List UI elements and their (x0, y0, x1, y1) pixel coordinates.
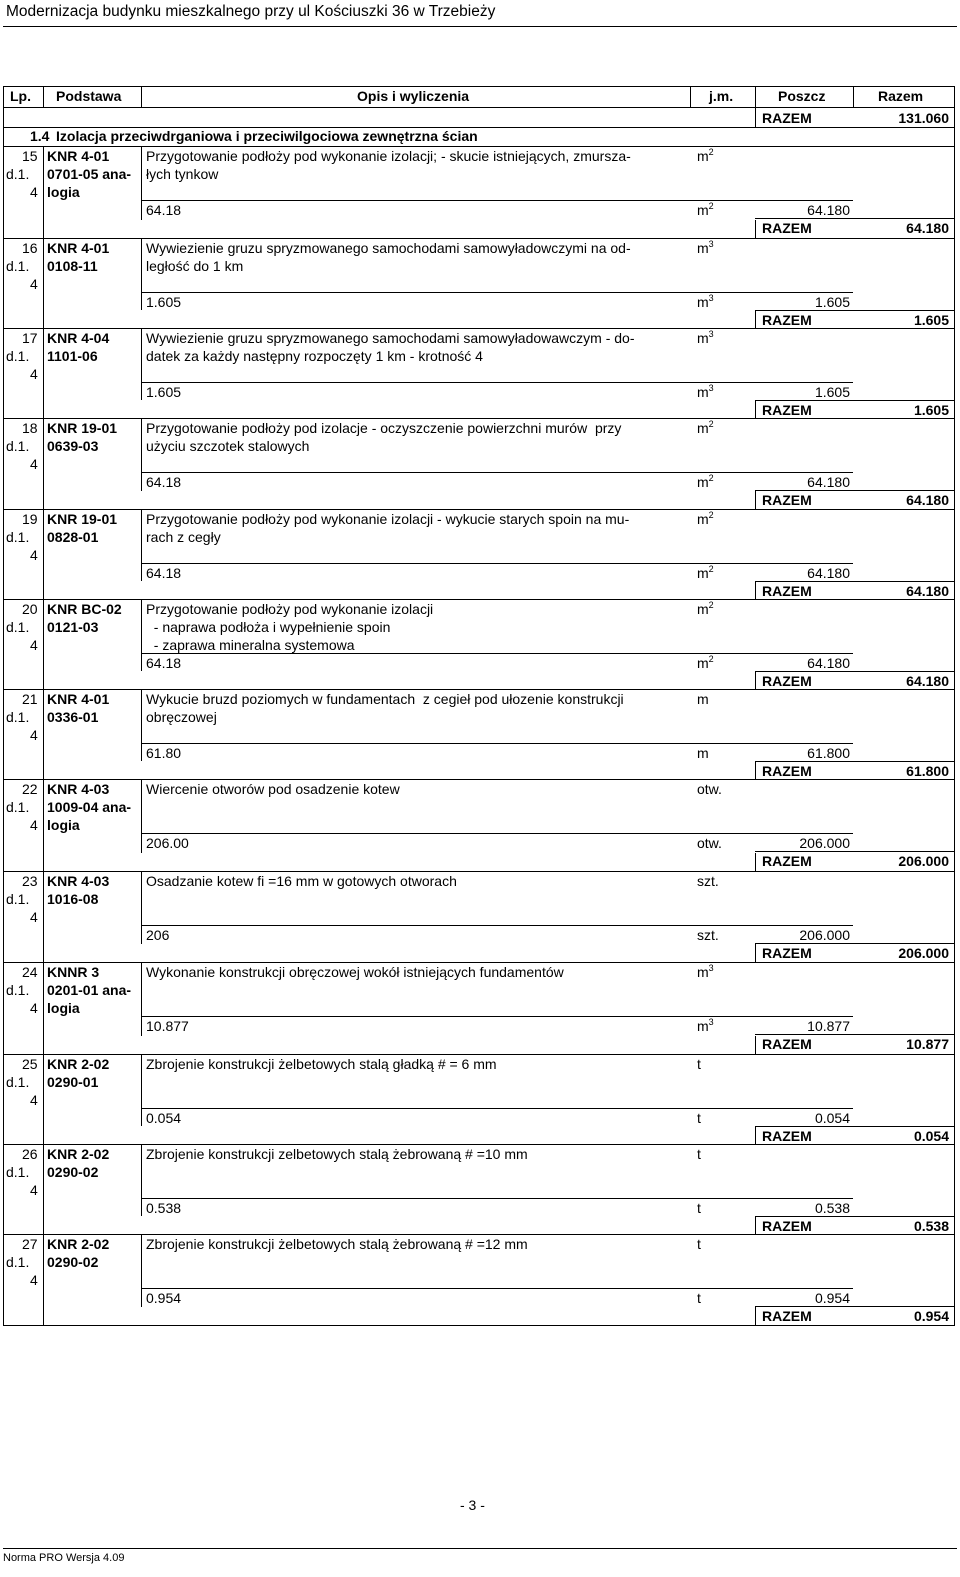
item-poszcz-value: 0.054 (814, 1110, 850, 1126)
section-title: Izolacja przeciwdrganiowa i przeciwilgociowa zewnętrzna ścian (56, 128, 478, 144)
item-podstawa: logia (47, 184, 80, 200)
document-header (6, 3, 495, 21)
column-rule (141, 962, 142, 1036)
item-unit: otw. (697, 781, 722, 797)
item-lp: 22 (22, 781, 38, 797)
column-rule (755, 220, 756, 239)
item-razem-value: 206.000 (898, 853, 949, 869)
column-rule (43, 1144, 44, 1235)
item-description: Zbrojenie konstrukcji żelbetowych stalą gładką # = 6 mm (146, 1056, 497, 1072)
previous-razem-label: RAZEM (762, 110, 812, 126)
item-lp: 4 (30, 817, 38, 833)
column-rule (755, 86, 756, 108)
razem-rule (755, 851, 955, 852)
column-rule (43, 146, 44, 239)
item-description: Przygotowanie podłoży pod wykonanie izolacji - wykucie starych spoin na mu- (146, 511, 630, 527)
column-rule (141, 779, 142, 853)
footer-rule (3, 1548, 957, 1549)
calc-rule (141, 1288, 853, 1289)
item-razem-label: RAZEM (762, 1036, 812, 1052)
column-rule (755, 853, 756, 872)
item-description: Wywiezienie gruzu spryzmowanego samochodami samowyładowawczym - do- (146, 330, 635, 346)
item-calc-unit: otw. (697, 835, 722, 851)
column-rule (755, 491, 756, 510)
item-calc-unit: $m^2$ (697, 654, 714, 671)
item-lp: 4 (30, 1182, 38, 1198)
item-description: Wykonanie konstrukcji obręczowej wokół istniejących fundamentów (146, 964, 564, 980)
item-calc-unit: $m^3$ (697, 1017, 714, 1034)
item-lp: 4 (30, 909, 38, 925)
item-calc-unit: $m^2$ (697, 473, 714, 490)
item-podstawa: KNR 4-01 (47, 240, 110, 256)
item-poszcz-value: 64.180 (807, 474, 850, 490)
item-podstawa: KNR 4-04 (47, 330, 110, 346)
column-rule (141, 328, 142, 400)
item-lp: d.1. (6, 1074, 30, 1090)
item-lp: 19 (22, 511, 38, 527)
item-podstawa: KNR BC-02 (47, 601, 122, 617)
column-rule (43, 509, 44, 600)
column-rule (43, 871, 44, 963)
item-lp: 4 (30, 637, 38, 653)
item-poszcz-value: 64.180 (807, 202, 850, 218)
item-unit: $m^3$ (697, 329, 714, 346)
item-lp: 17 (22, 330, 38, 346)
item-razem-value: 64.180 (906, 583, 949, 599)
item-lp: d.1. (6, 1254, 30, 1270)
item-podstawa: 1101-06 (47, 348, 98, 364)
item-description: ległość do 1 km (146, 258, 244, 274)
column-rule (43, 689, 44, 780)
item-podstawa: KNR 2-02 (47, 1146, 110, 1162)
item-calc-expression: 1.605 (146, 384, 182, 400)
column-rule (43, 418, 44, 510)
calc-rule (141, 925, 853, 926)
item-calc-unit: $m^3$ (697, 293, 714, 310)
item-calc-expression: 64.18 (146, 202, 182, 218)
calc-rule (141, 563, 853, 564)
item-razem-value: 64.180 (906, 673, 949, 689)
table-left-rule (3, 86, 4, 1326)
footer-software: Norma PRO Wersja 4.09 (3, 1552, 125, 1564)
item-razem-value: 0.054 (913, 1128, 949, 1144)
item-unit: t (697, 1146, 701, 1162)
item-description: Przygotowanie podłoży pod wykonanie izolacji; - skucie istniejących, zmursza- (146, 148, 631, 164)
item-lp: d.1. (6, 1164, 30, 1180)
item-razem-label: RAZEM (762, 1218, 812, 1234)
item-calc-expression: 206.00 (146, 835, 189, 851)
item-razem-value: 64.180 (906, 492, 949, 508)
column-rule (141, 146, 142, 220)
column-rule (755, 1216, 756, 1235)
item-lp: d.1. (6, 709, 30, 725)
column-rule (43, 328, 44, 419)
item-poszcz-value: 64.180 (807, 655, 850, 671)
column-rule (43, 1234, 44, 1326)
column-rule (690, 86, 691, 108)
column-rule (43, 599, 44, 690)
calc-rule (141, 200, 853, 201)
item-unit: $m^2$ (697, 510, 714, 527)
item-lp: 23 (22, 873, 38, 889)
column-rule (141, 871, 142, 944)
item-razem-value: 206.000 (898, 945, 949, 961)
header-bottom-rule (3, 107, 955, 108)
item-razem-label: RAZEM (762, 220, 812, 236)
table-top-rule (3, 86, 955, 87)
item-podstawa: KNR 4-03 (47, 781, 110, 797)
item-unit: m (697, 691, 709, 707)
column-rule (141, 86, 142, 108)
column-rule (141, 689, 142, 761)
item-lp: 4 (30, 184, 38, 200)
item-podstawa: KNR 4-01 (47, 691, 110, 707)
item-description: obręczowej (146, 709, 217, 725)
item-lp: 4 (30, 276, 38, 292)
item-unit: szt. (697, 873, 719, 889)
item-podstawa: KNR 4-01 (47, 148, 110, 164)
item-lp: 25 (22, 1056, 38, 1072)
item-lp: d.1. (6, 619, 30, 635)
razem-rule (755, 943, 955, 944)
item-description: - naprawa podłoża i wypełnienie spoin (146, 619, 391, 635)
item-lp: 26 (22, 1146, 38, 1162)
column-rule (755, 1036, 756, 1055)
column-rule (141, 1234, 142, 1307)
column-rule (43, 779, 44, 872)
item-calc-unit: t (697, 1200, 701, 1216)
item-lp: 4 (30, 456, 38, 472)
item-description: Osadzanie kotew fi =16 mm w gotowych otworach (146, 873, 457, 889)
column-rule (43, 1054, 44, 1145)
razem-rule (755, 581, 955, 582)
item-unit: $m^3$ (697, 963, 714, 980)
item-podstawa: logia (47, 1000, 80, 1016)
item-podstawa: 0201-01 ana- (47, 982, 132, 998)
item-razem-label: RAZEM (762, 945, 812, 961)
item-unit: t (697, 1236, 701, 1252)
item-description: Zbrojenie konstrukcji zelbetowych stalą żebrowaną # =10 mm (146, 1146, 528, 1162)
item-calc-expression: 10.877 (146, 1018, 189, 1034)
item-lp: 4 (30, 547, 38, 563)
column-rule (43, 238, 44, 329)
item-razem-label: RAZEM (762, 1308, 812, 1324)
item-lp: d.1. (6, 348, 30, 364)
item-podstawa: 0701-05 ana- (47, 166, 132, 182)
column-header-jm: j.m. (709, 88, 734, 104)
item-podstawa: 0290-02 (47, 1254, 99, 1270)
item-lp: 21 (22, 691, 38, 707)
razem-rule (755, 761, 955, 762)
item-razem-label: RAZEM (762, 492, 812, 508)
item-lp: 15 (22, 148, 38, 164)
razem-rule (755, 490, 955, 491)
item-podstawa: KNR 19-01 (47, 511, 118, 527)
item-poszcz-value: 64.180 (807, 565, 850, 581)
column-rule (755, 1307, 756, 1326)
item-podstawa: 1016-08 (47, 891, 99, 907)
item-description: datek za każdy następny rozpoczęty 1 km - krotność 4 (146, 348, 483, 364)
item-podstawa: logia (47, 817, 80, 833)
column-rule (755, 310, 756, 329)
column-rule (141, 1054, 142, 1126)
calc-rule (141, 833, 853, 834)
item-razem-label: RAZEM (762, 673, 812, 689)
razem-rule (755, 1216, 955, 1217)
header-rule (3, 26, 957, 27)
item-lp: 4 (30, 1272, 38, 1288)
item-calc-expression: 0.054 (146, 1110, 182, 1126)
item-poszcz-value: 1.605 (814, 384, 850, 400)
item-description: rach z cegły (146, 529, 221, 545)
item-razem-label: RAZEM (762, 312, 812, 328)
item-calc-unit: szt. (697, 927, 719, 943)
item-razem-label: RAZEM (762, 853, 812, 869)
item-description: Przygotowanie podłoży pod izolacje - oczyszczenie powierzchni murów przy (146, 420, 622, 436)
item-calc-expression: 0.538 (146, 1200, 182, 1216)
item-razem-value: 0.954 (913, 1308, 949, 1324)
column-rule (755, 1126, 756, 1145)
item-podstawa: KNR 4-03 (47, 873, 110, 889)
column-rule (755, 671, 756, 690)
item-lp: 4 (30, 727, 38, 743)
item-unit: $m^2$ (697, 419, 714, 436)
header-title: Modernizacja budynku mieszkalnego przy ul Kościuszki 36 w Trzebieży (6, 3, 496, 20)
item-razem-value: 61.800 (906, 763, 949, 779)
item-description: - zaprawa mineralna systemowa (146, 637, 355, 653)
item-razem-label: RAZEM (762, 583, 812, 599)
razem-rule (755, 218, 955, 219)
item-razem-label: RAZEM (762, 402, 812, 418)
item-unit: t (697, 1056, 701, 1072)
item-podstawa: 0108-11 (47, 258, 98, 274)
item-lp: d.1. (6, 799, 30, 815)
column-header-poszcz: Poszcz (778, 88, 826, 104)
item-lp: 18 (22, 420, 38, 436)
item-calc-expression: 0.954 (146, 1290, 182, 1306)
calc-rule (141, 1016, 853, 1017)
column-rule (141, 509, 142, 581)
item-description: Przygotowanie podłoży pod wykonanie izolacji (146, 601, 434, 617)
column-rule (755, 581, 756, 600)
item-poszcz-value: 206.000 (799, 927, 850, 943)
razem-rule (755, 400, 955, 401)
item-poszcz-value: 0.538 (814, 1200, 850, 1216)
column-rule (141, 418, 142, 491)
item-calc-expression: 64.18 (146, 565, 182, 581)
column-header-opis: Opis i wyliczenia (357, 88, 470, 104)
item-lp: 27 (22, 1236, 38, 1252)
item-description: Wykucie bruzd poziomych w fundamentach z cegieł pod ułozenie konstrukcji (146, 691, 624, 707)
razem-rule (755, 1034, 955, 1035)
item-calc-unit: $m^2$ (697, 564, 714, 581)
calc-rule (141, 1198, 853, 1199)
row-rule (3, 1325, 955, 1326)
item-podstawa: KNR 2-02 (47, 1236, 110, 1252)
item-lp: d.1. (6, 258, 30, 274)
column-header-razem: Razem (878, 88, 924, 104)
item-lp: 4 (30, 1092, 38, 1108)
item-lp: 24 (22, 964, 38, 980)
razem-rule (755, 671, 955, 672)
item-unit: $m^2$ (697, 147, 714, 164)
column-rule (755, 108, 756, 127)
column-rule (43, 86, 44, 108)
calc-rule (141, 743, 853, 744)
item-lp: d.1. (6, 982, 30, 998)
item-unit: $m^3$ (697, 239, 714, 256)
item-razem-value: 1.605 (913, 312, 949, 328)
item-lp: d.1. (6, 529, 30, 545)
item-lp: 4 (30, 366, 38, 382)
item-poszcz-value: 206.000 (799, 835, 850, 851)
item-poszcz-value: 10.877 (807, 1018, 850, 1034)
item-podstawa: 1009-04 ana- (47, 799, 132, 815)
item-razem-value: 10.877 (906, 1036, 949, 1052)
item-podstawa: 0290-02 (47, 1164, 99, 1180)
item-lp: d.1. (6, 166, 30, 182)
column-rule (755, 761, 756, 780)
razem-rule (755, 310, 955, 311)
item-podstawa: KNR 19-01 (47, 420, 118, 436)
item-description: Zbrojenie konstrukcji żelbetowych stalą żebrowaną # =12 mm (146, 1236, 528, 1252)
item-calc-expression: 61.80 (146, 745, 182, 761)
item-podstawa: 0828-01 (47, 529, 99, 545)
page-number: - 3 - (460, 1497, 485, 1513)
item-calc-expression: 64.18 (146, 655, 182, 671)
item-razem-value: 64.180 (906, 220, 949, 236)
item-razem-value: 0.538 (913, 1218, 949, 1234)
item-podstawa: 0121-03 (47, 619, 99, 635)
item-calc-unit: m (697, 745, 709, 761)
item-razem-label: RAZEM (762, 1128, 812, 1144)
item-calc-expression: 206 (146, 927, 170, 943)
item-podstawa: 0639-03 (47, 438, 99, 454)
item-calc-expression: 1.605 (146, 294, 182, 310)
razem-rule (755, 1126, 955, 1127)
column-rule (141, 1144, 142, 1216)
item-calc-unit: t (697, 1110, 701, 1126)
item-razem-label: RAZEM (762, 763, 812, 779)
calc-rule (141, 292, 853, 293)
calc-rule (141, 382, 853, 383)
column-rule (141, 599, 142, 671)
item-calc-unit: $m^3$ (697, 383, 714, 400)
item-description: użyciu szczotek stalowych (146, 438, 310, 454)
item-podstawa: KNNR 3 (47, 964, 100, 980)
item-podstawa: KNR 2-02 (47, 1056, 110, 1072)
item-description: Wywiezienie gruzu spryzmowanego samochodami samowyładowczymi na od- (146, 240, 631, 256)
column-rule (853, 86, 854, 108)
column-rule (141, 238, 142, 310)
item-lp: d.1. (6, 438, 30, 454)
item-poszcz-value: 0.954 (814, 1290, 850, 1306)
column-rule (755, 944, 756, 963)
item-podstawa: 0290-01 (47, 1074, 99, 1090)
column-rule (43, 962, 44, 1055)
column-rule (755, 400, 756, 419)
item-poszcz-value: 1.605 (814, 294, 850, 310)
item-lp: d.1. (6, 891, 30, 907)
item-calc-unit: t (697, 1290, 701, 1306)
item-poszcz-value: 61.800 (807, 745, 850, 761)
previous-razem-value: 131.060 (898, 110, 949, 126)
item-lp: 4 (30, 1000, 38, 1016)
item-podstawa: 0336-01 (47, 709, 99, 725)
column-header-lp: Lp. (10, 88, 31, 104)
item-description: łych tynkow (146, 166, 219, 182)
calc-rule (141, 1108, 853, 1109)
item-calc-expression: 64.18 (146, 474, 182, 490)
calc-rule (141, 472, 853, 473)
item-description: Wiercenie otworów pod osadzenie kotew (146, 781, 400, 797)
item-calc-unit: $m^2$ (697, 201, 714, 218)
calc-rule (141, 653, 853, 654)
item-lp: 16 (22, 240, 38, 256)
table-right-rule (954, 86, 955, 1326)
column-header-podstawa: Podstawa (56, 88, 122, 104)
item-unit: $m^2$ (697, 600, 714, 617)
item-razem-value: 1.605 (913, 402, 949, 418)
razem-rule (755, 1306, 955, 1307)
item-lp: 20 (22, 601, 38, 617)
section-number: 1.4 (30, 128, 50, 144)
